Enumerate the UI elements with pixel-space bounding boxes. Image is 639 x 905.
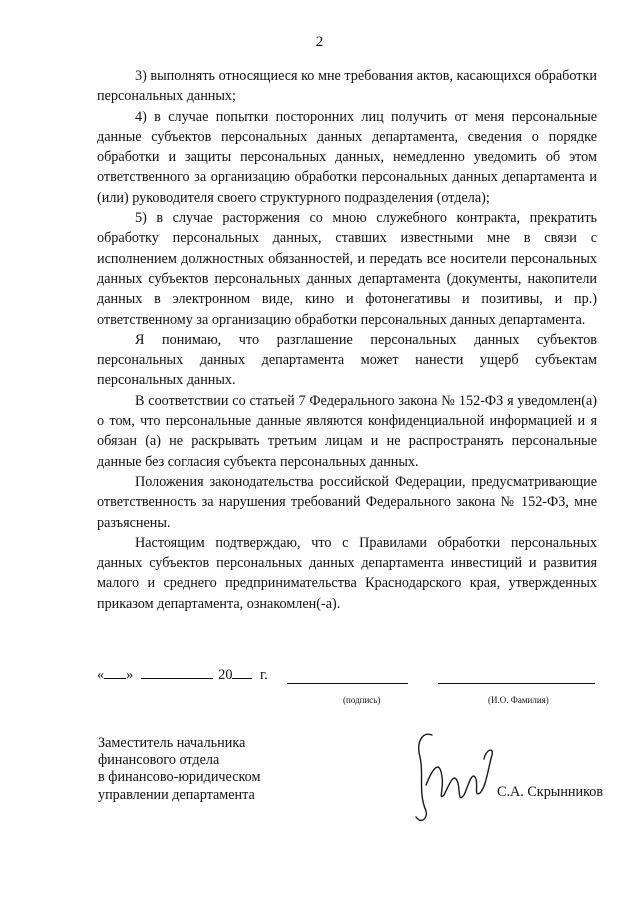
body-text — [97, 66, 597, 614]
year-prefix: 20 — [218, 667, 233, 683]
paragraph-item-5: 5) в случае расторжения со мною служебного контракта, прекратить обработку персональных данных, ставших известными мне в связи с исполнением должностных обязанностей, и передать все носители персональных данных субъектов персональных данных департамента (документы, накопители данных в электронном виде, кино и фотонегативы и позитивы, и пр.) ответственному за организацию обработки персональных данных департамента. — [97, 210, 597, 328]
name-line — [438, 683, 595, 684]
paragraph-item-4: 4) в случае попытки посторонних лиц получить от меня персональные данные субъектов персональных данных департамента, сведения о порядке обработки и защиты персональных данных, немедленно уведомить об этом ответственного за организацию обработки персональных данных департамента и (или) руководителя своего структурного подразделения (отдела); — [97, 108, 597, 206]
paragraph-law-provisions: Положения законодательства российской Федерации, предусматривающие ответственность за нарушения требований Федерального закона № 152-ФЗ, мне разъяснены. — [97, 473, 597, 531]
signature-line — [287, 683, 408, 684]
month-blank — [141, 665, 213, 679]
date-line — [97, 665, 268, 684]
signer-name: С.А. Скрынников — [497, 784, 604, 800]
page-number: 2 — [315, 34, 324, 50]
paragraph-confirmation: Настоящим подтверждаю, что с Правилами обработки персональных данных субъектов персональных данных департамента инвестиций и развития малого и среднего предпринимательства Краснодарского края, утвержденных приказом департамента, ознакомлен(-а). — [97, 534, 597, 612]
paragraph-law-notice: В соответствии со статьей 7 Федерального закона № 152-ФЗ я уведомлен(а) о том, что персональные данные являются конфиденциальной информацией и я обязан (а) не раскрывать третьим лицам и не распространять персональные данные без согласия субъекта персональных данных. — [97, 392, 597, 470]
open-quote: « — [97, 667, 105, 683]
year-blank — [232, 665, 252, 679]
day-blank — [104, 665, 126, 679]
paragraph-damage-understanding: Я понимаю, что разглашение персональных данных субъектов персональных данных департамента может нанести ущерб субъектам персональных данных. — [97, 331, 597, 389]
year-suffix: г. — [260, 667, 268, 683]
signer-title-line: финансового отдела — [98, 752, 220, 769]
handwritten-signature-icon — [400, 725, 500, 835]
close-quote: » — [126, 667, 134, 683]
signer-title-line: Заместитель начальника — [98, 735, 246, 751]
paragraph-item-3: 3) выполнять относящиеся ко мне требования актов, касающихся обработки персональных данных; — [97, 68, 597, 105]
signature-label: (подпись) — [343, 695, 381, 705]
name-label: (И.О. Фамилия) — [488, 695, 549, 705]
signer-title-line: в финансово-юридическом — [98, 769, 261, 786]
signer-title-line: управлении департамента — [98, 786, 255, 803]
signer-title — [98, 735, 260, 804]
